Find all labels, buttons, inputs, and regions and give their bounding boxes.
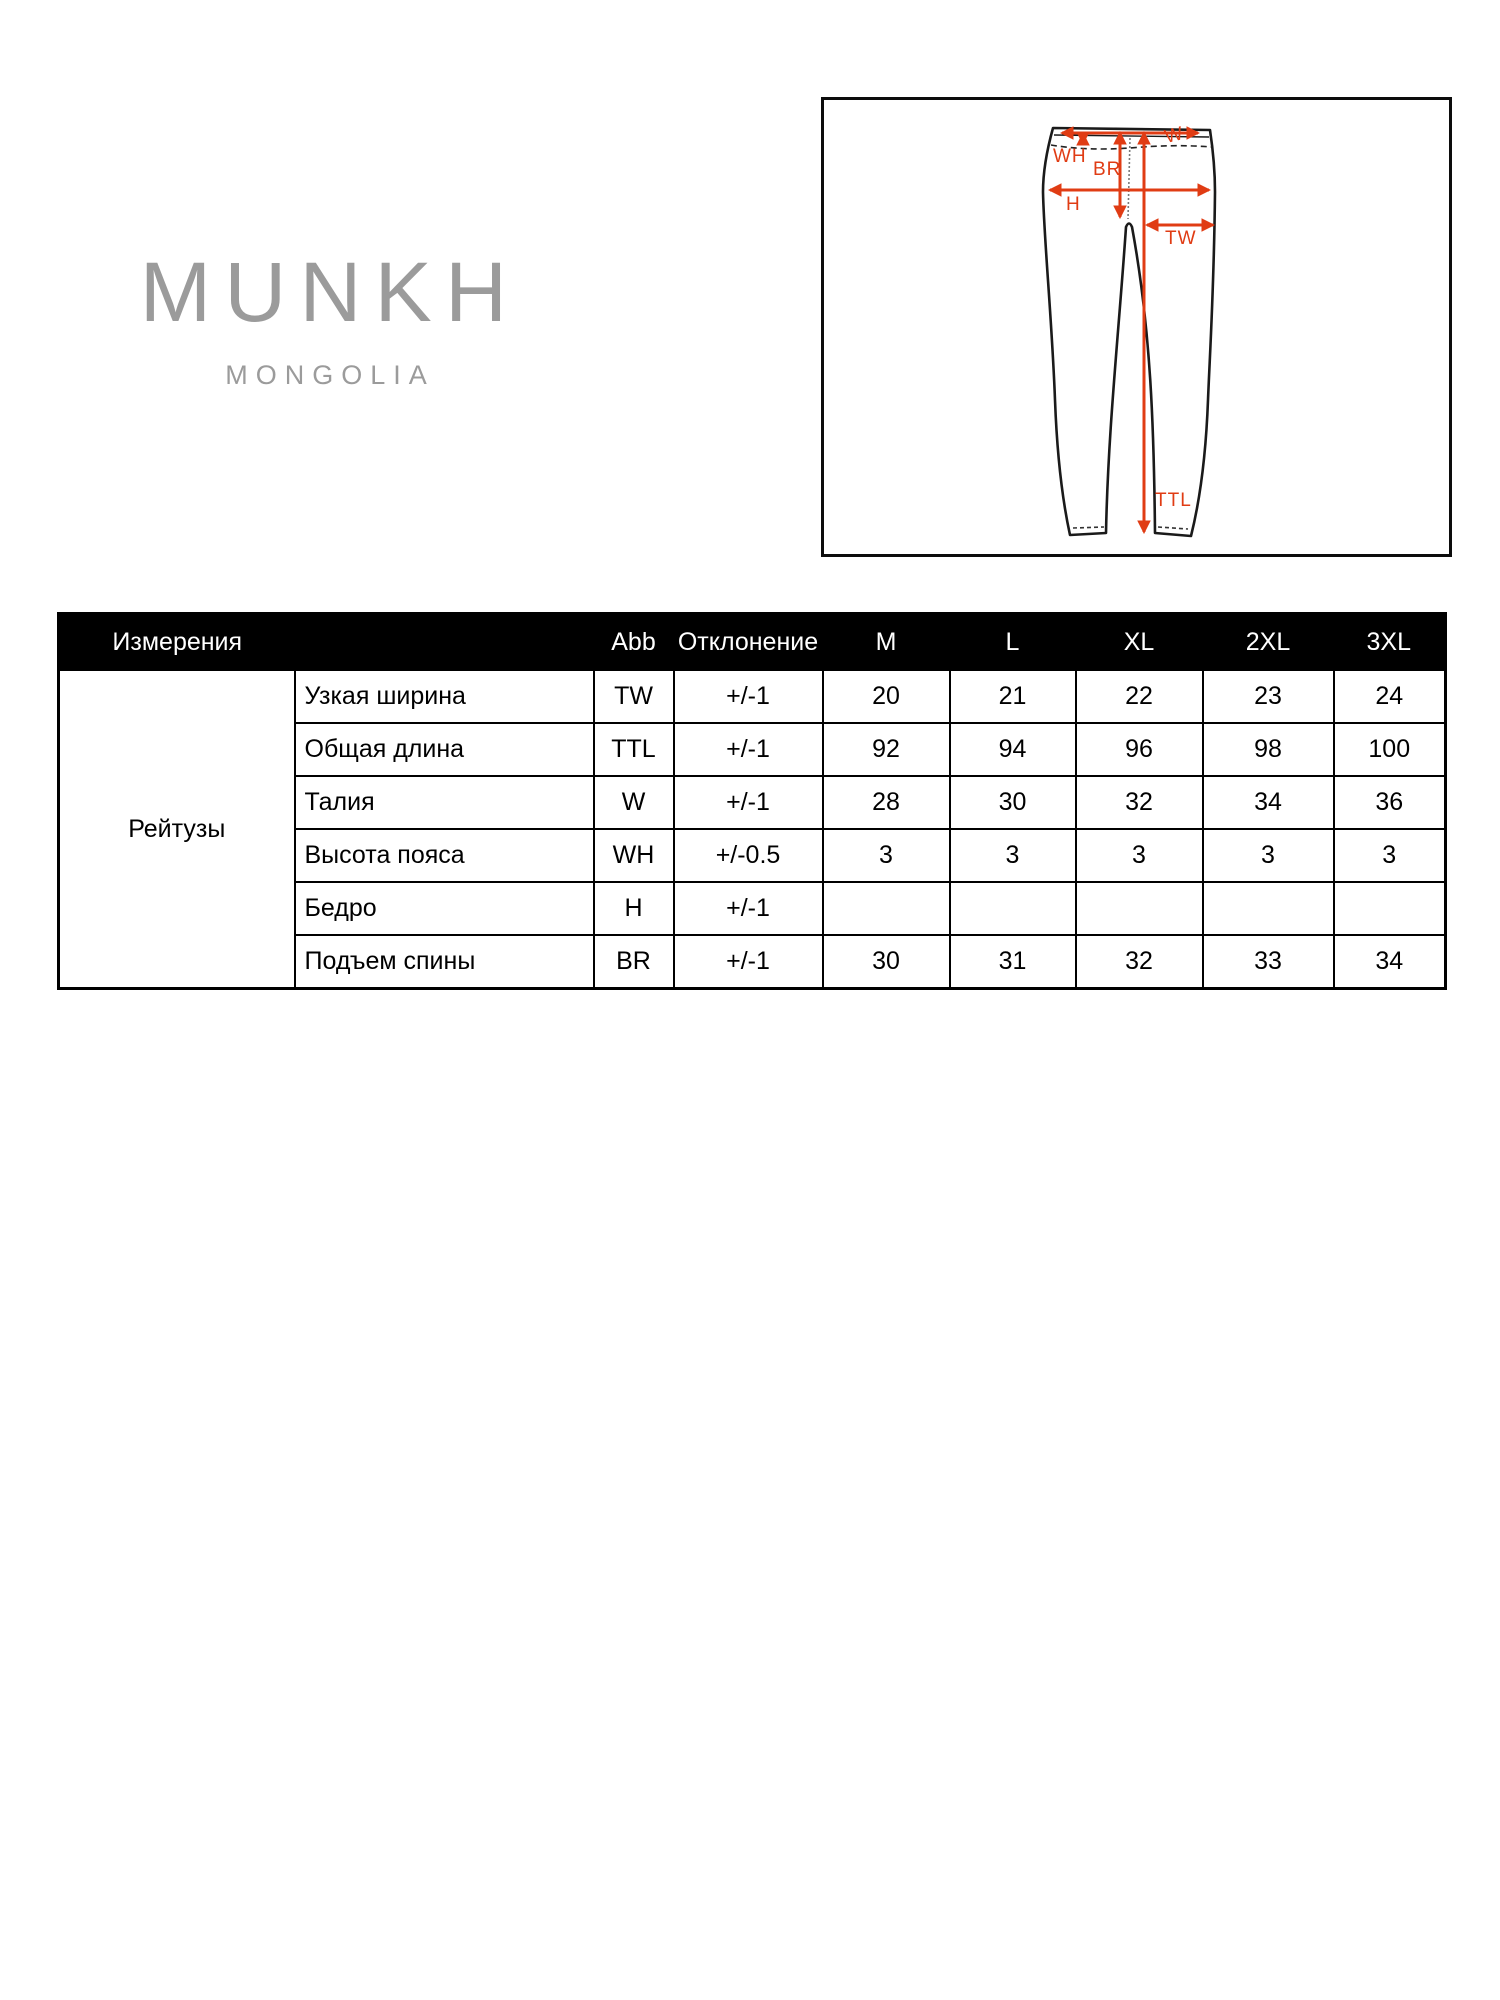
brand-name: MUNKH [139,245,521,339]
size-value-cell [1076,882,1203,935]
abbreviation-cell: BR [594,935,674,989]
col-header-size-2xl: 2XL [1203,614,1334,671]
col-header-measurements: Измерения [59,614,295,671]
size-value-cell: 23 [1203,670,1334,723]
tolerance-cell: +/-1 [674,882,823,935]
col-header-tolerance: Отклонение [674,614,823,671]
abbreviation-cell: WH [594,829,674,882]
size-value-cell: 94 [950,723,1076,776]
table-header-row [59,614,1446,671]
size-value-cell [1203,882,1334,935]
diagram-label-h: H [1066,194,1081,215]
diagram-label-wh: WH [1053,146,1087,167]
leggings-drawing [824,100,1449,554]
tolerance-cell: +/-1 [674,935,823,989]
size-value-cell: 100 [1334,723,1446,776]
size-value-cell [1334,882,1446,935]
measurement-name-cell: Высота пояса [295,829,594,882]
size-value-cell: 98 [1203,723,1334,776]
size-value-cell: 3 [1203,829,1334,882]
tolerance-cell: +/-1 [674,670,823,723]
size-value-cell: 33 [1203,935,1334,989]
size-value-cell: 3 [1334,829,1446,882]
col-header-size-3xl: 3XL [1334,614,1446,671]
size-value-cell: 36 [1334,776,1446,829]
measurement-name-cell: Бедро [295,882,594,935]
size-value-cell: 3 [823,829,950,882]
abbreviation-cell: W [594,776,674,829]
measurement-name-cell: Талия [295,776,594,829]
size-value-cell: 24 [1334,670,1446,723]
tolerance-cell: +/-1 [674,776,823,829]
diagram-label-br: BR [1093,159,1122,180]
size-value-cell: 3 [950,829,1076,882]
size-value-cell: 96 [1076,723,1203,776]
size-table [57,612,1447,990]
brand-subtitle: MONGOLIA [225,360,435,390]
diagram-label-tw: TW [1165,228,1197,249]
size-diagram [821,97,1452,557]
abbreviation-cell: H [594,882,674,935]
size-value-cell: 32 [1076,935,1203,989]
measurement-name-cell: Узкая ширина [295,670,594,723]
col-header-blank [295,614,594,671]
size-value-cell: 21 [950,670,1076,723]
size-value-cell: 32 [1076,776,1203,829]
size-value-cell [950,882,1076,935]
size-value-cell: 28 [823,776,950,829]
brand-logo [120,245,540,391]
col-header-abb: Abb [594,614,674,671]
size-value-cell: 34 [1203,776,1334,829]
tolerance-cell: +/-0.5 [674,829,823,882]
table-row [59,670,1446,723]
abbreviation-cell: TW [594,670,674,723]
abbreviation-cell: TTL [594,723,674,776]
size-value-cell [823,882,950,935]
size-value-cell: 31 [950,935,1076,989]
tolerance-cell: +/-1 [674,723,823,776]
size-value-cell: 30 [950,776,1076,829]
col-header-size-xl: XL [1076,614,1203,671]
size-value-cell: 34 [1334,935,1446,989]
measurement-name-cell: Общая длина [295,723,594,776]
measurement-name-cell: Подъем спины [295,935,594,989]
diagram-label-ttl: TTL [1155,490,1192,511]
size-value-cell: 20 [823,670,950,723]
col-header-size-m: M [823,614,950,671]
size-value-cell: 22 [1076,670,1203,723]
size-value-cell: 30 [823,935,950,989]
size-value-cell: 3 [1076,829,1203,882]
col-header-size-l: L [950,614,1076,671]
diagram-label-w: W [1162,123,1187,148]
group-label-cell: Рейтузы [59,670,295,989]
size-value-cell: 92 [823,723,950,776]
